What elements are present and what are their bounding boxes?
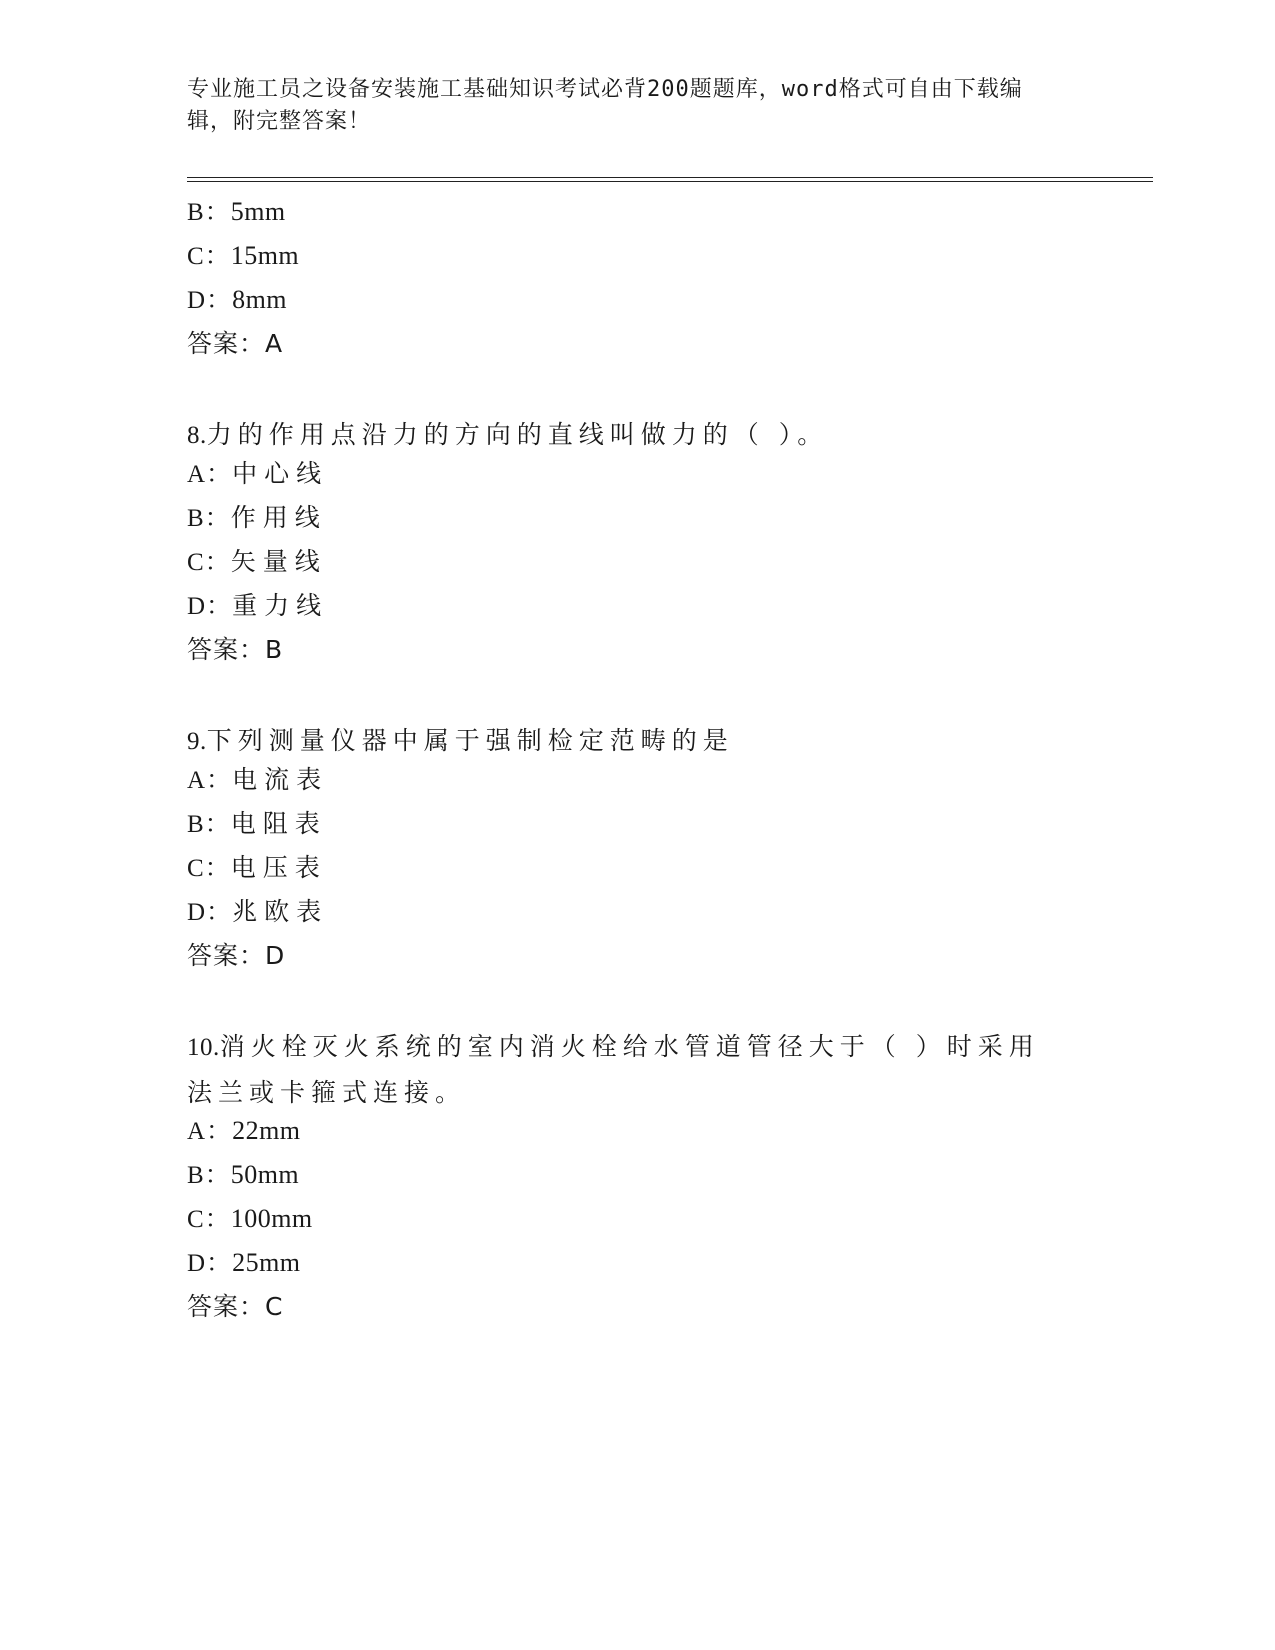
option-text: 电流表 — [232, 765, 329, 794]
option-label: C： — [187, 1206, 231, 1233]
header-divider-bottom — [187, 181, 1153, 182]
answer-line: 答案：B — [187, 635, 284, 664]
option-label: B： — [187, 1162, 231, 1189]
option-text: 电阻表 — [230, 809, 327, 838]
option-b — [187, 809, 327, 840]
option-d — [187, 897, 328, 928]
option-label: D： — [187, 593, 233, 620]
option-c — [187, 547, 327, 578]
header-divider-top — [187, 177, 1153, 178]
option-b — [187, 503, 327, 534]
option-a — [187, 1116, 301, 1147]
option-label: B： — [187, 505, 231, 532]
answer-line: 答案：C — [187, 1292, 284, 1321]
option-d — [187, 591, 328, 622]
option-label: A： — [187, 461, 233, 488]
option-c — [187, 853, 327, 884]
option-label: A： — [187, 1118, 233, 1145]
option-label: C： — [187, 855, 231, 882]
answer-line: 答案：D — [187, 941, 286, 970]
option-label: C： — [187, 549, 231, 576]
question-text: 消火栓灭火系统的室内消火栓给水管道管径大于（ ）时采用法兰或卡箍式连接。 — [187, 1032, 1040, 1107]
question-10 — [187, 1024, 1067, 1115]
option-label: C： — [187, 243, 231, 270]
option-text: 50mm — [230, 1160, 300, 1189]
option-text: 25mm — [232, 1248, 301, 1277]
answer-line: 答案：A — [187, 329, 284, 358]
option-b — [187, 1160, 299, 1191]
option-d — [187, 285, 287, 316]
option-label: D： — [187, 287, 233, 314]
option-label: A： — [187, 767, 233, 794]
option-text: 15mm — [230, 241, 300, 270]
option-text: 兆欧表 — [232, 897, 329, 926]
option-text: 中心线 — [232, 459, 329, 488]
question-text: 下列测量仪器中属于强制检定范畴的是 — [206, 726, 734, 755]
option-text: 22mm — [232, 1116, 301, 1145]
question-text: 力的作用点沿力的方向的直线叫做力的（ ）。 — [206, 420, 829, 449]
option-c — [187, 241, 299, 272]
option-text: 重力线 — [232, 591, 329, 620]
option-c — [187, 1204, 313, 1235]
question-8 — [187, 412, 1067, 458]
option-text: 矢量线 — [230, 547, 327, 576]
page-header-title: 专业施工员之设备安装施工基础知识考试必背200题题库，word格式可自由下载编辑，附完整答案！ — [187, 77, 1023, 134]
question-number: 8. — [187, 422, 207, 449]
option-d — [187, 1248, 301, 1279]
option-text: 电压表 — [230, 853, 327, 882]
option-text: 作用线 — [230, 503, 327, 532]
option-label: D： — [187, 899, 233, 926]
option-text: 100mm — [230, 1204, 313, 1233]
option-label: B： — [187, 199, 231, 226]
option-label: B： — [187, 811, 231, 838]
question-number: 10. — [187, 1034, 220, 1061]
option-a — [187, 765, 328, 796]
option-b — [187, 197, 286, 228]
option-text: 8mm — [232, 285, 288, 314]
option-text: 5mm — [230, 197, 286, 226]
question-number: 9. — [187, 728, 207, 755]
option-a — [187, 459, 328, 490]
question-9 — [187, 718, 1067, 764]
option-label: D： — [187, 1250, 233, 1277]
